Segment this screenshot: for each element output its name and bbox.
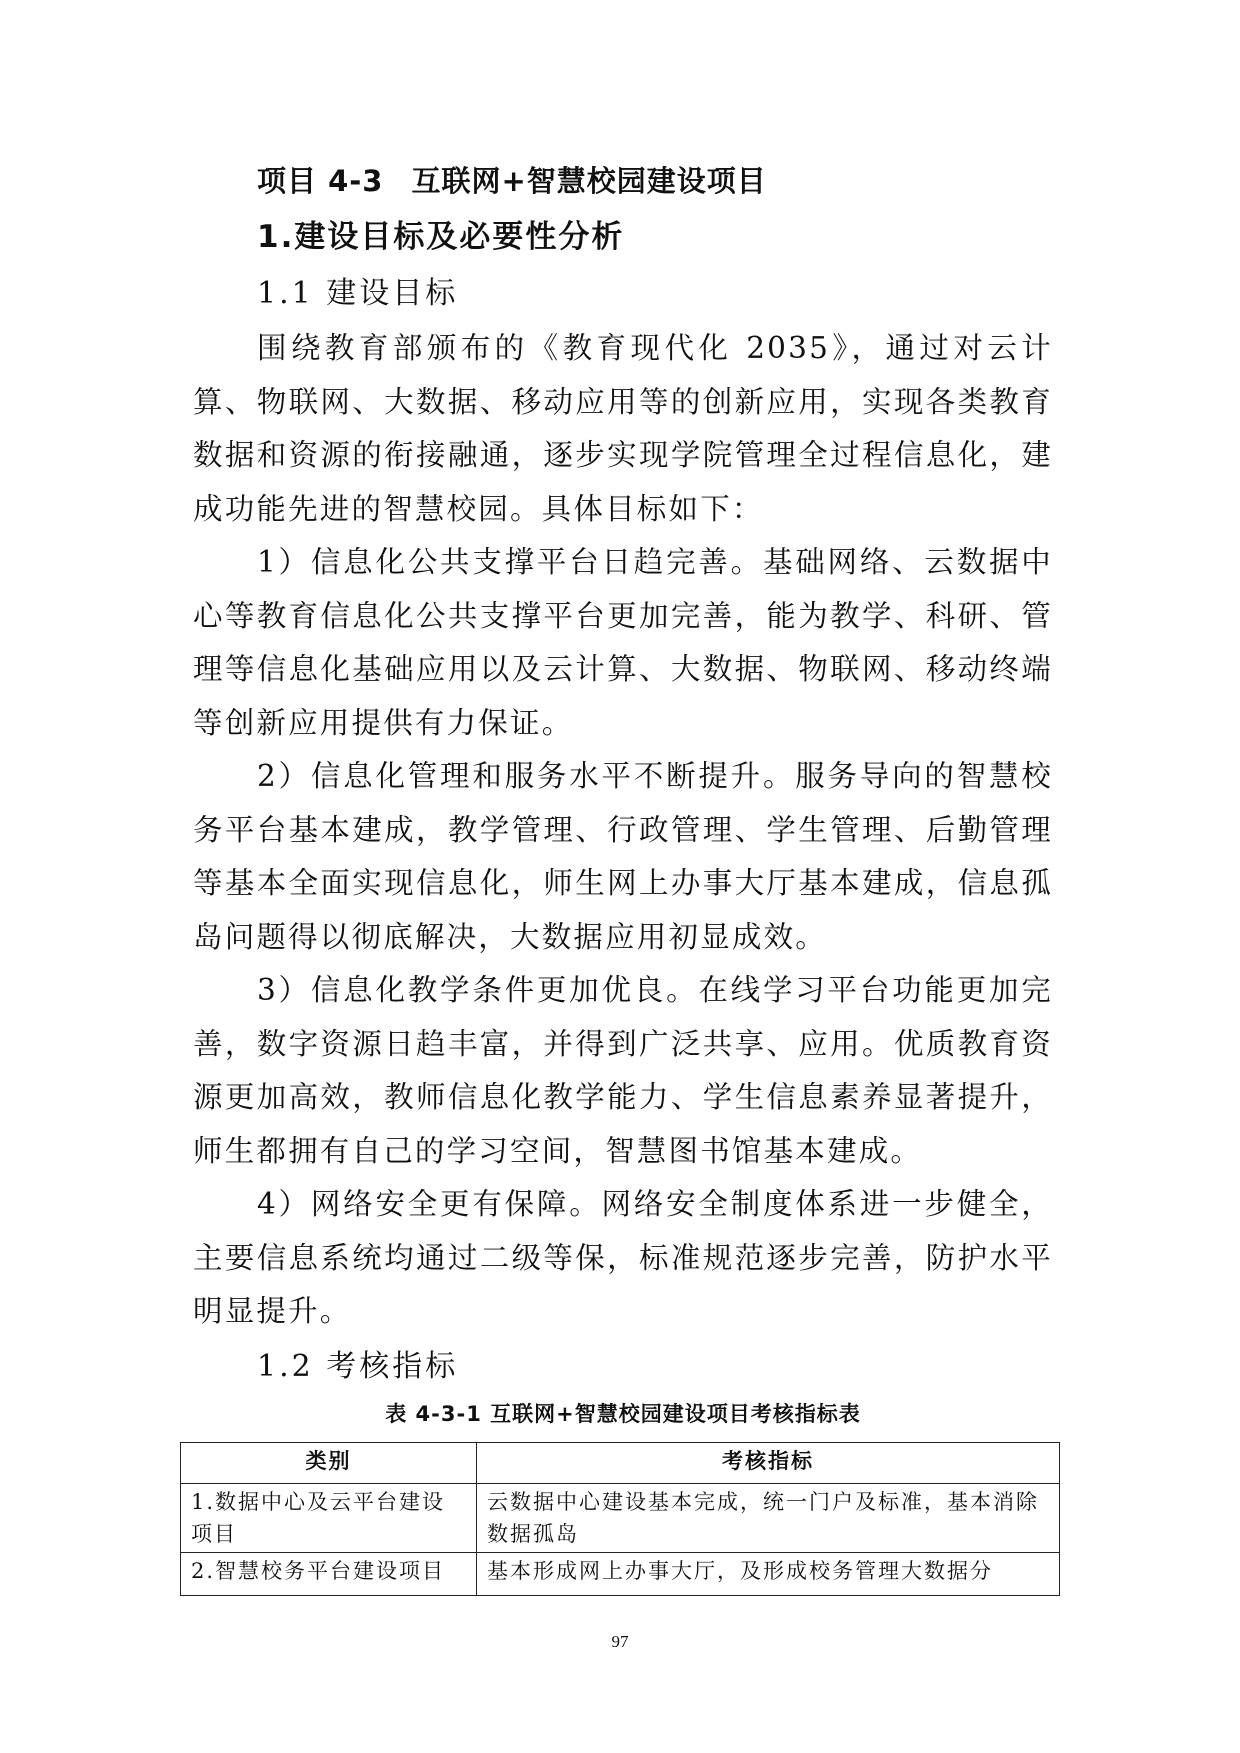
- section-heading-1: 1.建设目标及必要性分析: [257, 219, 625, 255]
- project-number: 项目 4-3: [257, 164, 384, 198]
- section-heading-1-2: 1.2 考核指标: [257, 1348, 459, 1384]
- metrics-table: [180, 1442, 1060, 1596]
- paragraph-goal-2: 2）信息化管理和服务水平不断提升。服务导向的智慧校务平台基本建成，教学管理、行政管理、学生管理、后勤管理等基本全面实现信息化，师生网上办事大厅基本建成，信息孤岛问题得以彻底解决，大数据应用初显成效。: [193, 759, 1053, 954]
- header-metric: 考核指标: [477, 1443, 1060, 1484]
- paragraph-goal-4: 4）网络安全更有保障。网络安全制度体系进一步健全，主要信息系统均通过二级等保，标准规范逐步完善，防护水平明显提升。: [193, 1187, 1053, 1328]
- paragraph-goal-3: 3）信息化教学条件更加优良。在线学习平台功能更加完善，数字资源日趋丰富，并得到广泛共享、应用。优质教育资源更加高效，教师信息化教学能力、学生信息素养显著提升，师生都拥有自己的学习空间，智慧图书馆基本建成。: [193, 973, 1053, 1168]
- table-row: [181, 1553, 1060, 1596]
- section-heading-1-1: 1.1 建设目标: [257, 276, 459, 311]
- table-caption: 表 4-3-1 互联网+智慧校园建设项目考核指标表: [385, 1401, 861, 1426]
- header-category: 类别: [181, 1443, 477, 1484]
- cell-metric-text: 基本形成网上办事大厅，及形成校务管理大数据分: [487, 1559, 993, 1583]
- cell-category-text: 2.智慧校务平台建设项目: [191, 1559, 446, 1583]
- table-header-row: [181, 1443, 1060, 1484]
- cell-metric: 云数据中心建设基本完成，统一门户及标准，基本消除数据孤岛: [477, 1484, 1060, 1553]
- cell-category: [181, 1553, 477, 1596]
- table-row: [181, 1484, 1060, 1553]
- cell-category: 1.数据中心及云平台建设项目: [181, 1484, 477, 1553]
- paragraph-intro: 围绕教育部颁布的《教育现代化 2035》，通过对云计算、物联网、大数据、移动应用等的创新应用，实现各类教育数据和资源的衔接融通，逐步实现学院管理全过程信息化，建成功能先进的智慧校园。具体目标如下：: [193, 331, 1053, 526]
- page-number: 97: [611, 1632, 629, 1651]
- project-title: 互联网+智慧校园建设项目: [411, 164, 767, 198]
- page-content: [193, 154, 1053, 1433]
- paragraph-goal-1: 1）信息化公共支撑平台日趋完善。基础网络、云数据中心等教育信息化公共支撑平台更加完善，能为教学、科研、管理等信息化基础应用以及云计算、大数据、物联网、移动终端等创新应用提供有力保证。: [193, 545, 1053, 740]
- cell-metric: [477, 1553, 1060, 1596]
- project-heading: [193, 154, 1053, 208]
